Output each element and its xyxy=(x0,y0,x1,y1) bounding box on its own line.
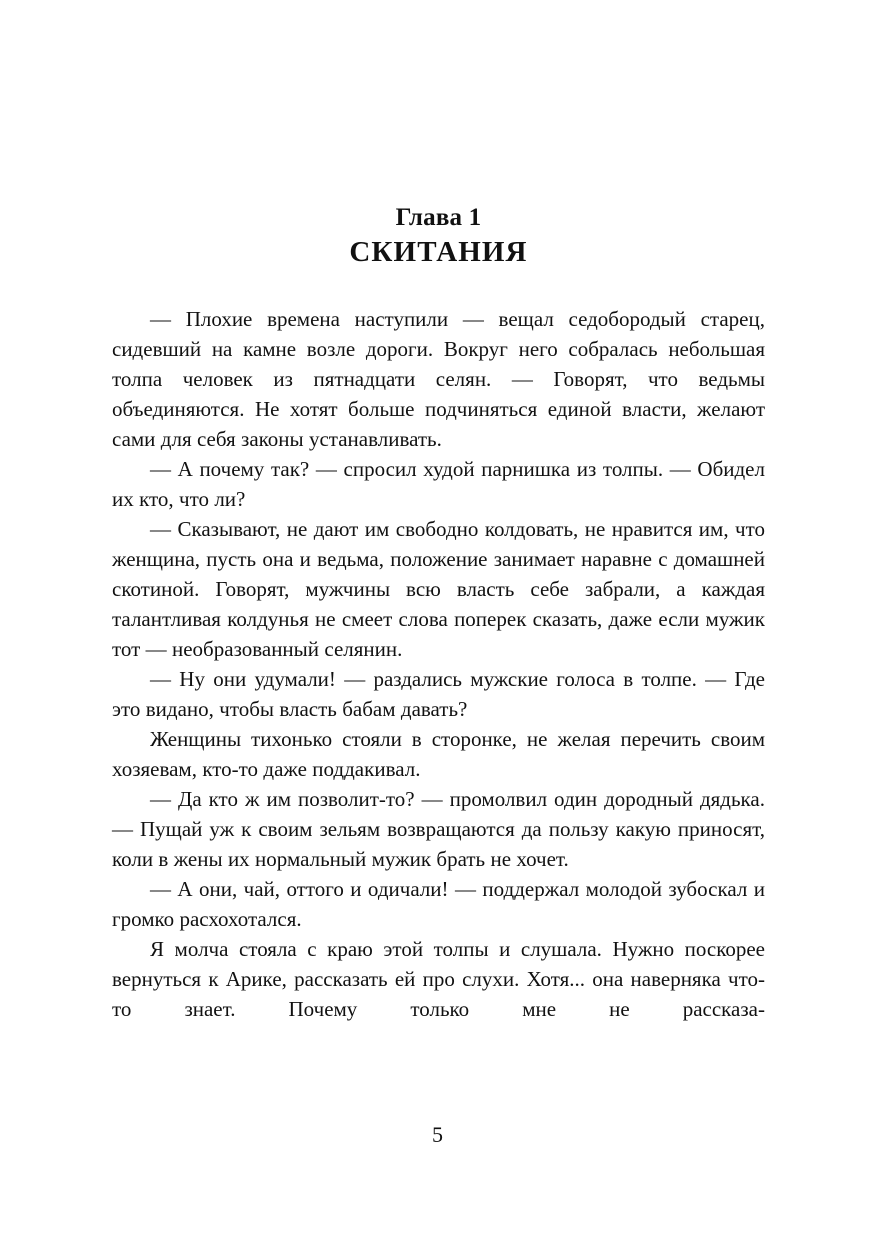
paragraph: — Да кто ж им позволит-то? — промолвил один дородный дядька. — Пущай уж к своим зельям возвращаются да пользу какую приносят, коли в жены их нормальный мужик брать не хочет. xyxy=(112,786,765,871)
paragraph: Женщины тихонько стояли в сторонке, не желая перечить своим хозяевам, кто-то даже поддакивал. xyxy=(112,726,765,781)
chapter-title: СКИТАНИЯ xyxy=(349,235,528,268)
paragraph: — А почему так? — спросил худой парнишка из толпы. — Обидел их кто, что ли? xyxy=(112,456,765,511)
paragraph: — Сказывают, не дают им свободно колдовать, не нравится им, что женщина, пусть она и ведьма, положение занимает наравне с домашней скотиной. Говорят, мужчины всю власть себе забрали, а каждая талантливая колдунья не смеет слова поперек сказать, даже если мужик тот — необразованный селянин. xyxy=(112,516,765,661)
paragraph: — Ну они удумали! — раздались мужские голоса в толпе. — Где это видано, чтобы власть бабам давать? xyxy=(112,666,765,721)
paragraph: Я молча стояла с краю этой толпы и слушала. Нужно поскорее вернуться к Арике, рассказать ей про слухи. Хотя... она наверняка что-то знает. Почему только мне не рассказа- xyxy=(112,936,765,1021)
paragraph: — А они, чай, оттого и одичали! — поддержал молодой зубоскал и громко расхохотался. xyxy=(112,876,765,931)
paragraph: — Плохие времена наступили — вещал седобородый старец, сидевший на камне возле дороги. Вокруг него собралась небольшая толпа человек из пятнадцати селян. — Говорят, что ведьмы объединяются. Не хотят больше подчиняться единой власти, желают сами для себя законы устанавливать. xyxy=(112,306,765,451)
chapter-label: Глава 1 xyxy=(395,204,482,231)
page-number: 5 xyxy=(432,1122,443,1147)
chapter-heading xyxy=(112,0,765,269)
page-content xyxy=(112,0,765,1024)
body-text xyxy=(112,304,765,1024)
